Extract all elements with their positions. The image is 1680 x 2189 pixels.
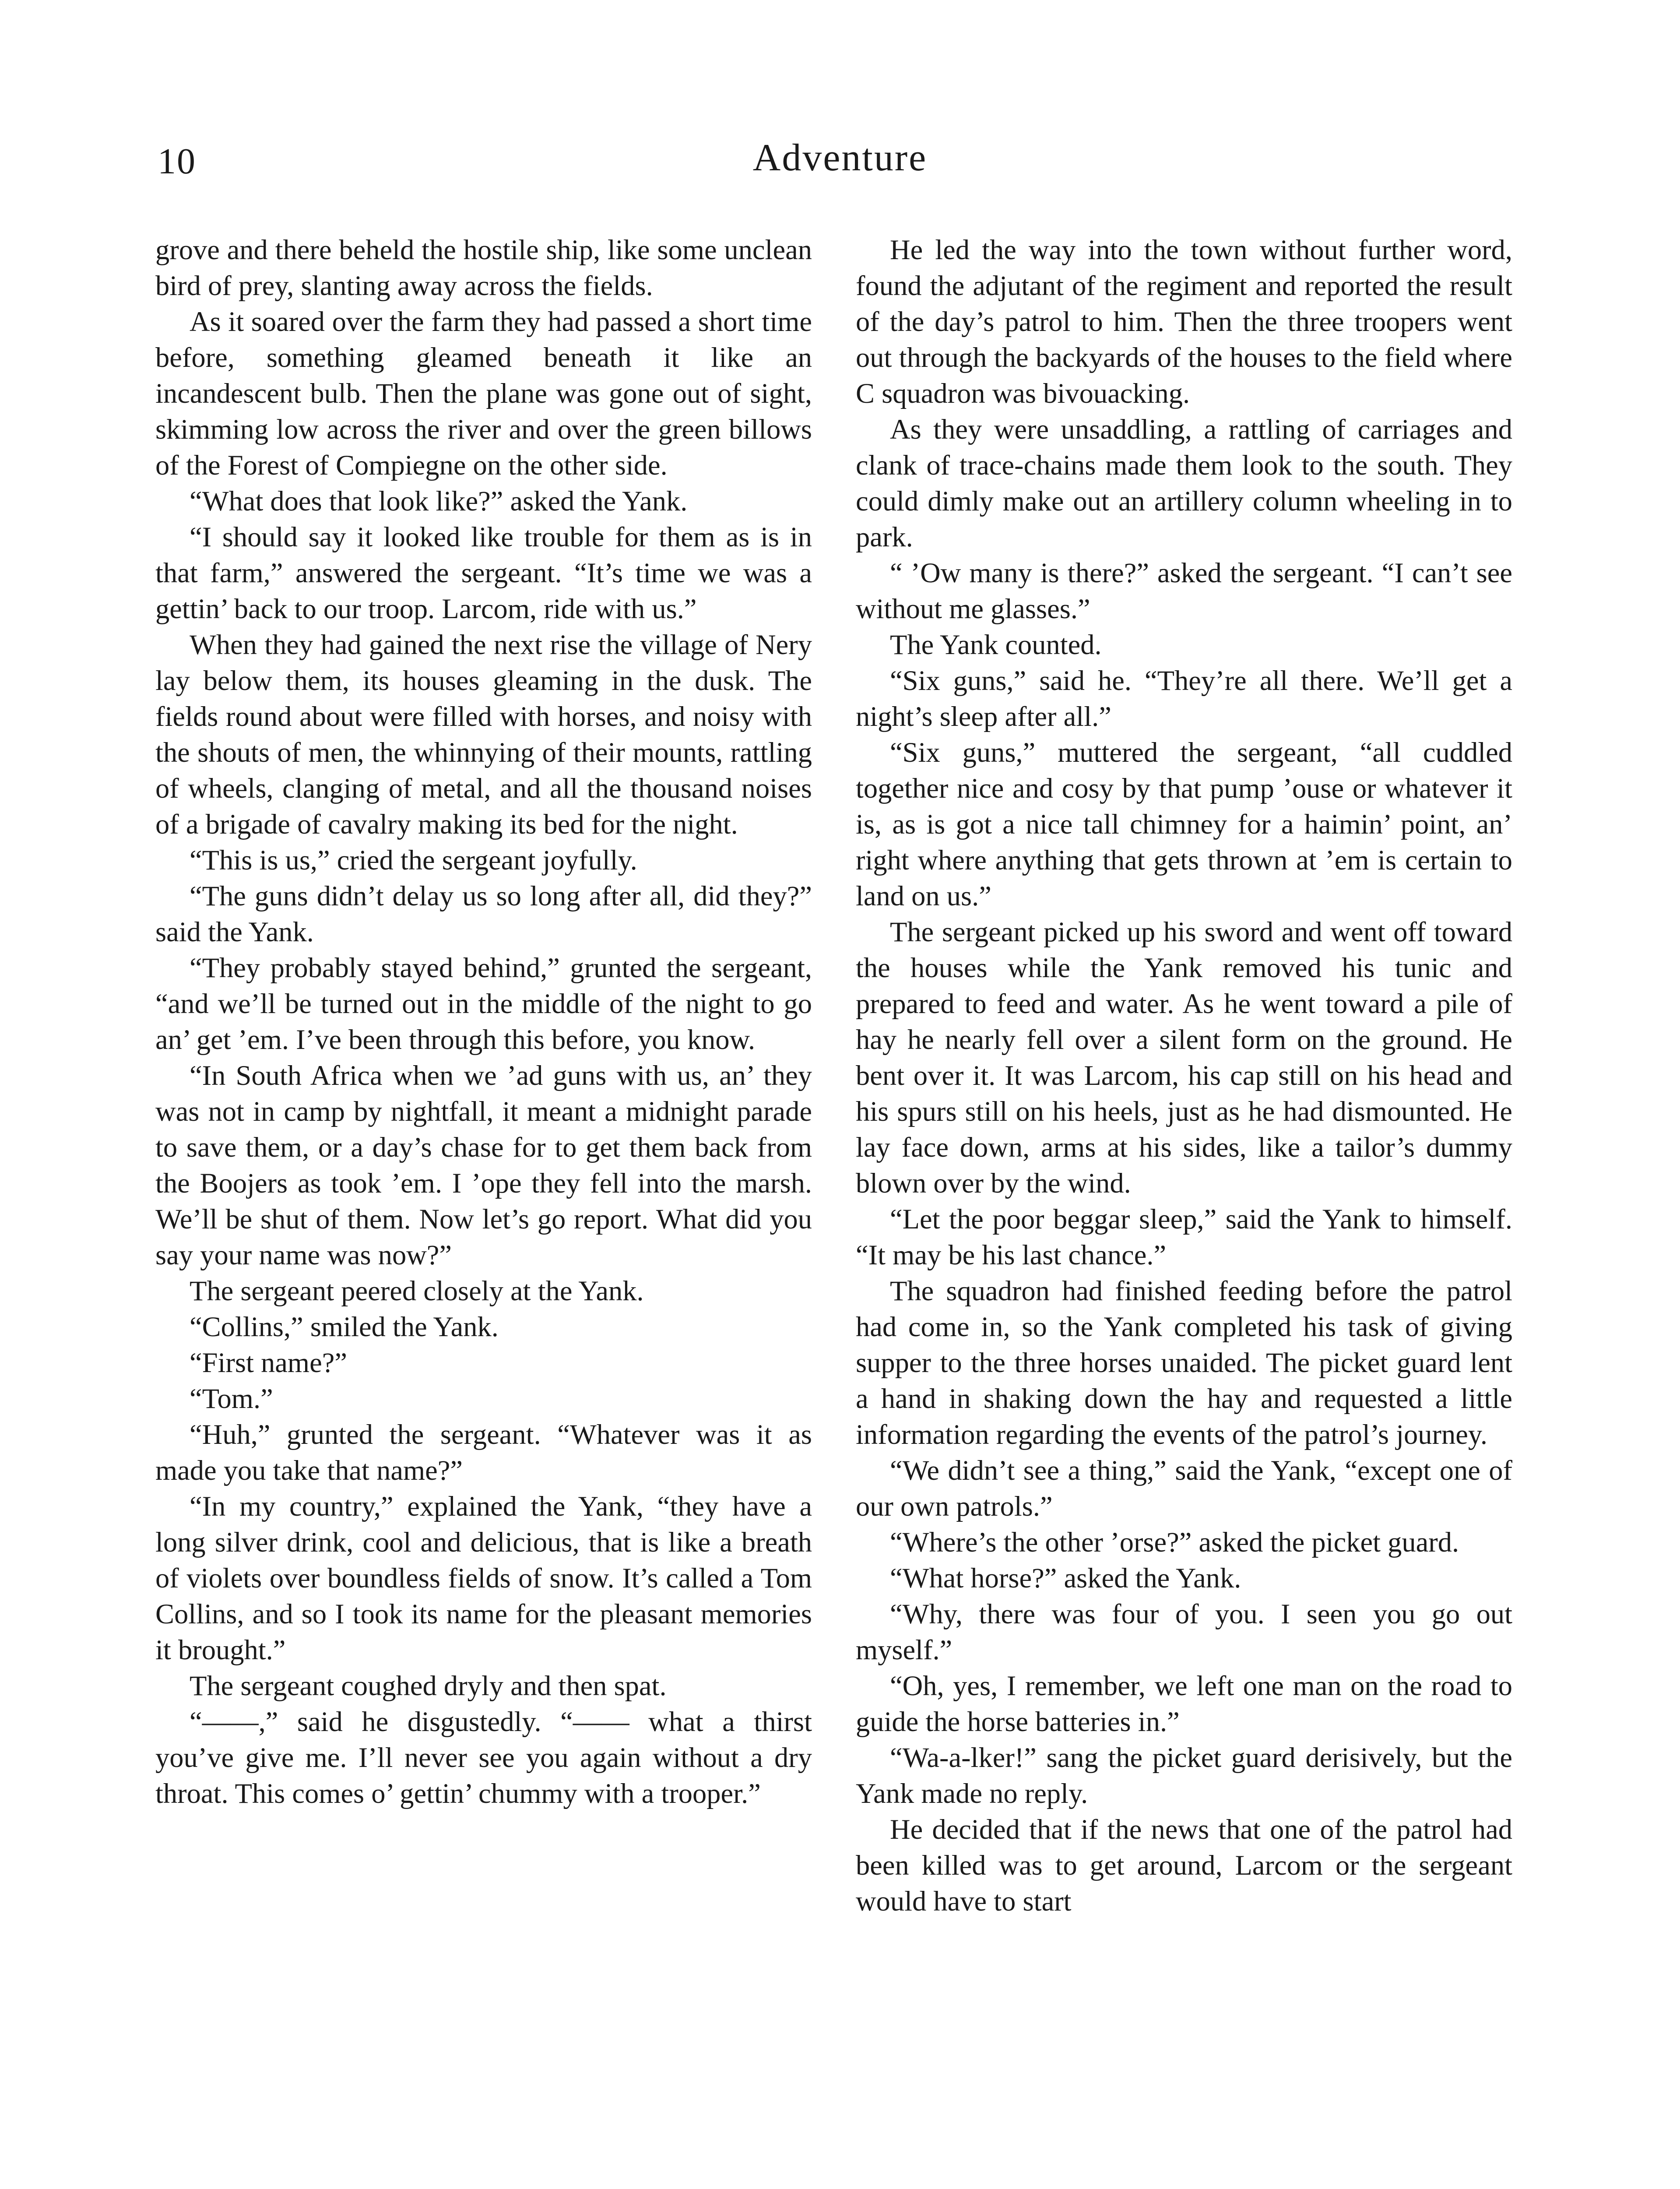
right-column	[856, 232, 1512, 1919]
left-column	[155, 232, 812, 1812]
paragraph: “In South Africa when we ’ad guns with us, an’ they was not in camp by nightfall, it meant a midnight parade to save them, or a day’s chase for to get them back from the Boojers as took ’em. I ’ope they fell into the marsh. We’ll be shut of them. Now let’s go report. What did you say your name was now?”	[155, 1060, 812, 1270]
paragraph: “Six guns,” muttered the sergeant, “all cuddled together nice and cosy by that pump ’ouse or whatever it is, as is got a nice tall chimney for a haimin’ point, an’ right where anything that gets thrown at ’em is certain to land on us.”	[856, 737, 1512, 911]
paragraph: The sergeant picked up his sword and went off toward the houses while the Yank removed his tunic and prepared to feed and water. As he went toward a pile of hay he nearly fell over a silent form on the ground. He bent over it. It was Larcom, his cap still on his head and his spurs still on his heels, just as he had dismounted. He lay face down, arms at his sides, like a tailor’s dummy blown over by the wind.	[856, 916, 1512, 1199]
paragraph: “Why, there was four of you. I seen you go out myself.”	[856, 1598, 1512, 1665]
paragraph: “Tom.”	[190, 1383, 273, 1414]
paragraph: “Six guns,” said he. “They’re all there. We’ll get a night’s sleep after all.”	[856, 665, 1512, 732]
paragraph: The squadron had finished feeding before the patrol had come in, so the Yank completed his task of giving supper to the three horses unaided. The picket guard lent a hand in shaking down the hay and requested a little information regarding the events of the patrol’s journey.	[856, 1275, 1512, 1450]
paragraph: “This is us,” cried the sergeant joyfully.	[190, 845, 637, 876]
paragraph: He decided that if the news that one of the patrol had been killed was to get around, Larcom or the sergeant would have to start	[856, 1814, 1512, 1917]
paragraph: “Let the poor beggar sleep,” said the Yank to himself. “It may be his last chance.”	[856, 1204, 1512, 1270]
running-head: Adventure	[752, 137, 928, 179]
paragraph: He led the way into the town without further word, found the adjutant of the regiment and reported the result of the day’s patrol to him. Then the three troopers went out through the backyards of the houses to the field where C squadron was bivouacking.	[856, 234, 1512, 409]
paragraph: “——,” said he disgustedly. “—— what a thirst you’ve give me. I’ll never see you again without a dry throat. This comes o’ gettin’ chummy with a trooper.”	[155, 1706, 812, 1809]
paragraph: “We didn’t see a thing,” said the Yank, “except one of our own patrols.”	[856, 1455, 1512, 1522]
page-number: 10	[158, 141, 196, 182]
paragraph: “First name?”	[190, 1347, 347, 1378]
paragraph: “In my country,” explained the Yank, “they have a long silver drink, cool and delicious, that is like a breath of violets over boundless fields of snow. It’s called a Tom Collins, and so I took its name for the pleasant memories it brought.”	[155, 1491, 812, 1665]
paragraph: When they had gained the next rise the village of Nery lay below them, its houses gleaming in the dusk. The fields round about were filled with horses, and noisy with the shouts of men, the whinnying of their mounts, rattling of wheels, clanging of metal, and all the thousand noises of a brigade of cavalry making its bed for the night.	[155, 629, 812, 840]
paragraph: The sergeant coughed dryly and then spat.	[190, 1670, 667, 1701]
paragraph: “Huh,” grunted the sergeant. “Whatever was it as made you take that name?”	[155, 1419, 812, 1486]
paragraph: “What horse?” asked the Yank.	[890, 1563, 1241, 1594]
paragraph: As it soared over the farm they had passed a short time before, something gleamed beneath it like an incandescent bulb. Then the plane was gone out of sight, skimming low across the river and over the green billows of the Forest of Compiegne on the other side.	[155, 306, 812, 481]
paragraph: “They probably stayed behind,” grunted the sergeant, “and we’ll be turned out in the middle of the night to go an’ get ’em. I’ve been through this before, you know.	[155, 952, 812, 1055]
paragraph: “I should say it looked like trouble for them as is in that farm,” answered the sergeant. “It’s time we was a gettin’ back to our troop. Larcom, ride with us.”	[155, 521, 812, 624]
paragraph: “Wa-a-lker!” sang the picket guard derisively, but the Yank made no reply.	[856, 1742, 1512, 1809]
paragraph: “Where’s the other ’orse?” asked the picket guard.	[890, 1527, 1459, 1558]
paragraph: As they were unsaddling, a rattling of carriages and clank of trace-chains made them look to the south. They could dimly make out an artillery column wheeling in to park.	[856, 414, 1512, 553]
paragraph: grove and there beheld the hostile ship, like some unclean bird of prey, slanting away across the fields.	[155, 234, 812, 301]
paragraph: The Yank counted.	[890, 629, 1102, 660]
paragraph: The sergeant peered closely at the Yank.	[190, 1275, 644, 1306]
paragraph: “Collins,” smiled the Yank.	[190, 1311, 499, 1342]
paragraph: “Oh, yes, I remember, we left one man on the road to guide the horse batteries in.”	[856, 1670, 1512, 1737]
paragraph: “ ’Ow many is there?” asked the sergeant. “I can’t see without me glasses.”	[856, 557, 1512, 624]
paragraph: “The guns didn’t delay us so long after all, did they?” said the Yank.	[155, 880, 812, 947]
paragraph: “What does that look like?” asked the Yank.	[190, 486, 688, 517]
